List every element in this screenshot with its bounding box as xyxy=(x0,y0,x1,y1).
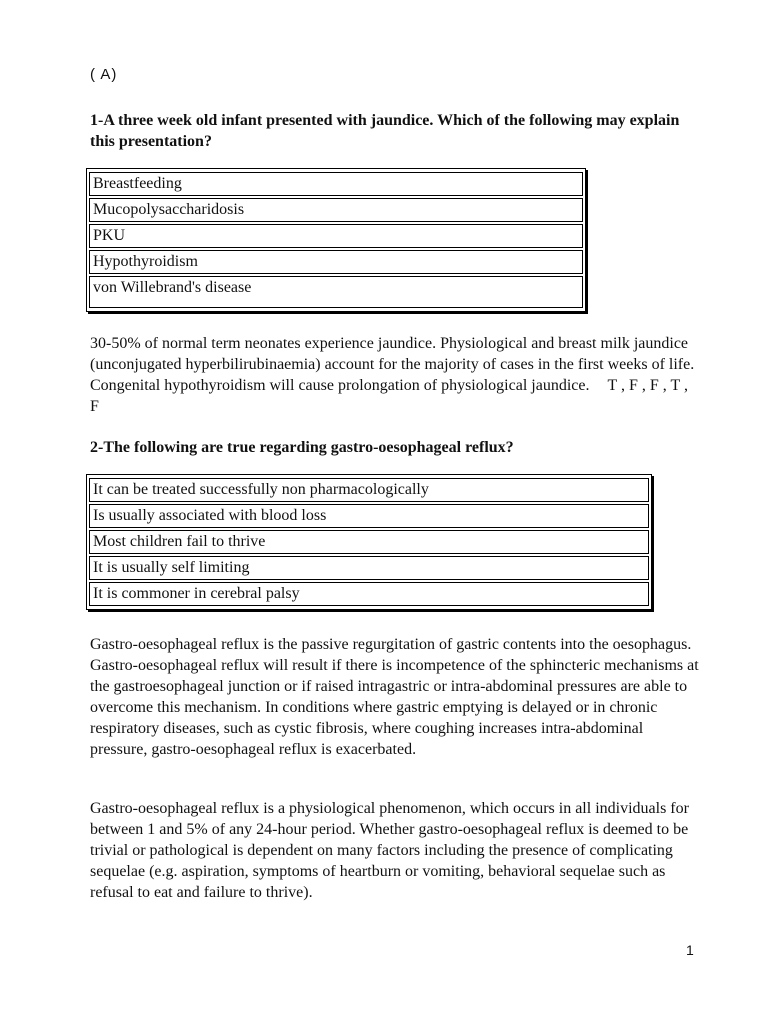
question-1-explanation xyxy=(90,333,695,417)
q1-option-2: Mucopolysaccharidosis xyxy=(89,198,583,222)
q1-option-5: von Willebrand's disease xyxy=(89,276,583,308)
page-number: 1 xyxy=(686,942,694,958)
q1-answer-key: T , F , F , T , F xyxy=(90,377,688,415)
q1-option-4: Hypothyroidism xyxy=(89,250,583,274)
q2-option-1: It can be treated successfully non pharmacologically xyxy=(89,478,649,502)
q1-option-3: PKU xyxy=(89,224,583,248)
q1-option-1: Breastfeeding xyxy=(89,172,583,196)
question-1-text: 1-A three week old infant presented with jaundice. Which of the following may explain this presentation? xyxy=(90,112,680,150)
q2-paragraph-1: Gastro-oesophageal reflux is the passive regurgitation of gastric contents into the oesophagus. Gastro-oesophageal reflux will result if there is incompetence of the sphincteric mechanisms at the gastroesophageal junction or if raised intragastric or intra-abdominal pressures are able to overcome this mechanism. In conditions where gastric emptying is delayed or in chronic respiratory diseases, such as cystic fibrosis, where coughing increases intra-abdominal pressure, gastro-oesophageal reflux is exacerbated. xyxy=(90,636,699,758)
q2-option-5: It is commoner in cerebral palsy xyxy=(89,582,649,606)
q1-explanation-text: 30-50% of normal term neonates experience jaundice. Physiological and breast milk jaundice (unconjugated hyperbilirubinaemia) account for the majority of cases in the first weeks of life. Congenital hypothyroidism will cause prolongation of physiological jaundice. xyxy=(90,335,695,394)
q2-option-3: Most children fail to thrive xyxy=(89,530,649,554)
question-2-text: 2-The following are true regarding gastro-oesophageal reflux? xyxy=(90,439,514,456)
section-label: ( A) xyxy=(90,66,118,83)
q2-paragraph-2: Gastro-oesophageal reflux is a physiological phenomenon, which occurs in all individuals for between 1 and 5% of any 24-hour period. Whether gastro-oesophageal reflux is deemed to be trivial or pathological is dependent on many factors including the presence of complicating sequelae (e.g. aspiration, symptoms of heartburn or vomiting, behavioral sequelae such as refusal to eat and failure to thrive). xyxy=(90,800,689,901)
q2-option-2: Is usually associated with blood loss xyxy=(89,504,649,528)
question-2-options-table xyxy=(86,474,652,610)
q2-option-4: It is usually self limiting xyxy=(89,556,649,580)
question-1-options-table xyxy=(86,168,586,312)
